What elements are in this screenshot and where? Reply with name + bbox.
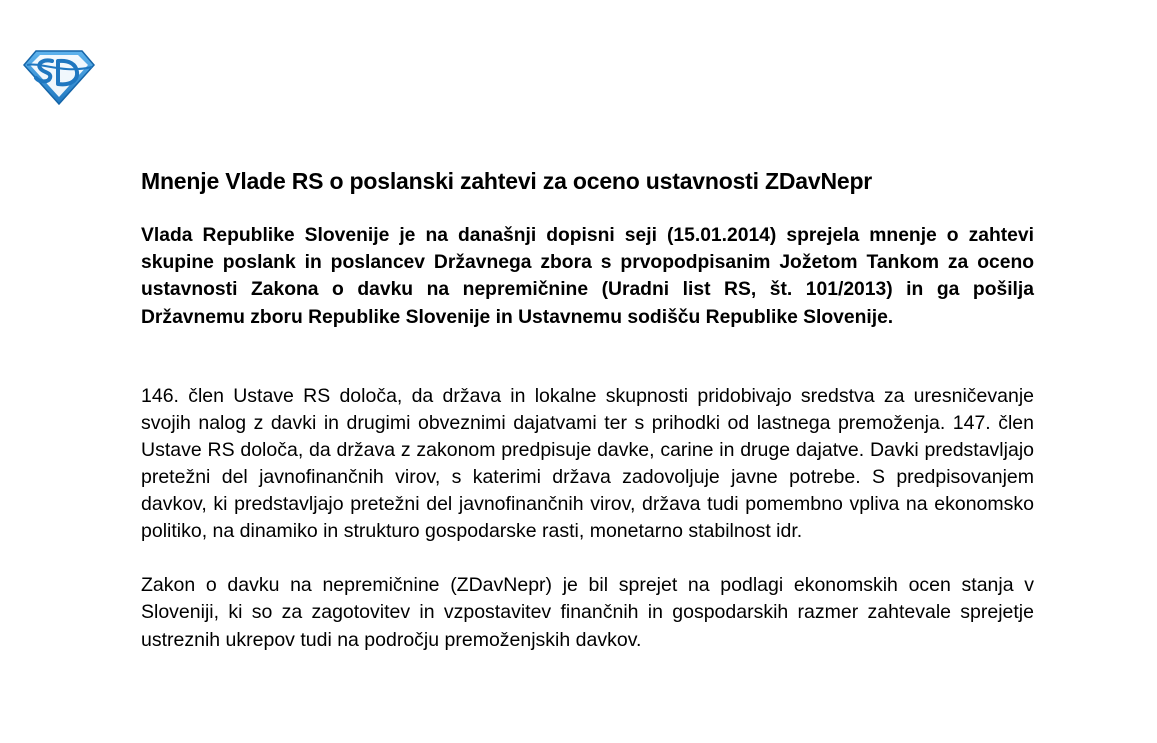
body-paragraph-1: 146. člen Ustave RS določa, da država in lokalne skupnosti pridobivajo sredstva za uresničevanje svojih nalog z davki in drugimi obveznimi dajatvami ter s prihodki od lastnega premoženja. 147. člen Ustave RS določa, da država z zakonom predpisuje davke, carine in druge dajatve. Davki predstavljajo pretežni del javnofinančnih virov, s katerimi država zadovoljuje javne potrebe. S predpisovanjem davkov, ki predstavljajo pretežni del javnofinančnih virov, država tudi pomembno vpliva na ekonomsko politiko, na dinamiko in strukturo gospodarske rasti, monetarno stabilnost idr.	[141, 384, 1034, 543]
document-title: Mnenje Vlade RS o poslanski zahtevi za oceno ustavnosti ZDavNepr	[141, 168, 873, 194]
lead-paragraph: Vlada Republike Slovenije je na današnji dopisni seji (15.01.2014) sprejela mnenje o zahtevi skupine poslank in poslancev Državnega zbora s prvopodpisanim Jožetom Tankom za oceno ustavnosti Zakona o davku na nepremičnine (Uradni list RS, št. 101/2013) in ga pošilja Državnemu zboru Republike Slovenije in Ustavnemu sodišču Republike Slovenije.	[141, 225, 1034, 328]
document-body	[141, 166, 1034, 681]
sds-logo-icon	[22, 48, 96, 106]
body-paragraph-2: Zakon o davku na nepremičnine (ZDavNepr) je bil sprejet na podlagi ekonomskih ocen stanja v Sloveniji, ki so za zagotovitev in vzpostavitev finančnih in gospodarskih razmer zahtevale sprejetje ustreznih ukrepov tudi na področju premoženjskih davkov.	[141, 574, 1034, 651]
logo-label: SD	[59, 81, 61, 82]
